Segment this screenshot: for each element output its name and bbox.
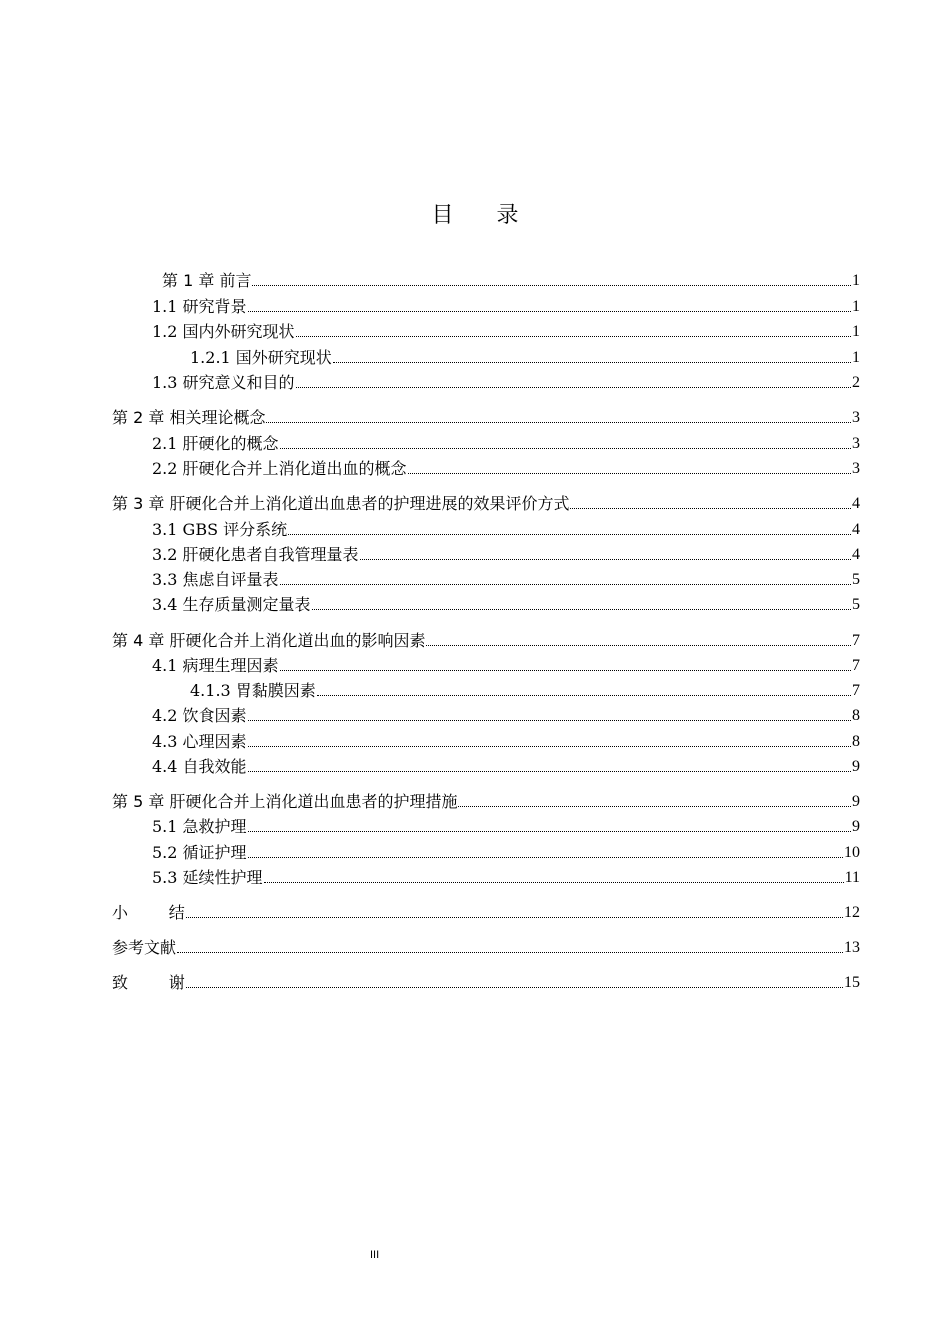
toc-page-number: 7 bbox=[852, 682, 860, 699]
toc-page-number: 5 bbox=[852, 596, 860, 613]
toc-entry-text: 参考文献 bbox=[112, 938, 177, 957]
toc-page-number: 10 bbox=[844, 844, 860, 861]
toc-entry-text: 第 5 章 肝硬化合并上消化道出血患者的护理措施 bbox=[112, 792, 458, 811]
toc-entry-acknowledgements[interactable] bbox=[112, 972, 860, 994]
toc-entry-5-1[interactable] bbox=[152, 816, 860, 838]
toc-leader-dots bbox=[426, 644, 851, 646]
toc-entry-text: 5.1 急救护理 bbox=[152, 817, 247, 836]
toc-entry-summary[interactable] bbox=[112, 902, 860, 924]
toc-entry-text: 第 3 章 肝硬化合并上消化道出血患者的护理进展的效果评价方式 bbox=[112, 494, 570, 513]
toc-entry-text: 第 2 章 相关理论概念 bbox=[112, 408, 266, 427]
toc-entry-text: 4.1.3 胃黏膜因素 bbox=[190, 681, 316, 700]
toc-leader-dots bbox=[296, 335, 851, 337]
toc-entry-text: 4.4 自我效能 bbox=[152, 757, 247, 776]
toc-leader-dots bbox=[248, 745, 851, 747]
toc-page-number: 3 bbox=[852, 409, 860, 426]
toc-entry-text: 5.3 延续性护理 bbox=[152, 868, 263, 887]
toc-page-number: 13 bbox=[844, 939, 860, 956]
toc-entry-4-2[interactable] bbox=[152, 705, 860, 727]
toc-leader-dots bbox=[280, 447, 851, 449]
toc-entry-text: 2.1 肝硬化的概念 bbox=[152, 434, 279, 453]
toc-page-number: 8 bbox=[852, 707, 860, 724]
toc-leader-dots bbox=[248, 719, 851, 721]
toc-entry-references[interactable] bbox=[112, 937, 860, 959]
toc-entry-text: 1.2.1 国外研究现状 bbox=[190, 348, 332, 367]
toc-leader-dots bbox=[264, 881, 844, 883]
toc-leader-dots bbox=[288, 533, 851, 535]
toc-leader-dots bbox=[248, 310, 851, 312]
toc-page-number: 8 bbox=[852, 733, 860, 750]
toc-leader-dots bbox=[333, 361, 851, 363]
toc-entry-4-4[interactable] bbox=[152, 756, 860, 778]
toc-entry-3-4[interactable] bbox=[152, 594, 860, 616]
toc-entry-text: 3.2 肝硬化患者自我管理量表 bbox=[152, 545, 359, 564]
toc-leader-dots bbox=[266, 421, 851, 423]
toc-leader-dots bbox=[186, 916, 843, 918]
toc-entry-text: 小 结 bbox=[112, 903, 185, 922]
toc-leader-dots bbox=[177, 951, 843, 953]
toc-entry-4-1[interactable] bbox=[152, 655, 860, 677]
toc-page-number: 9 bbox=[852, 793, 860, 810]
toc-entry-5-2[interactable] bbox=[152, 842, 860, 864]
toc-leader-dots bbox=[312, 608, 851, 610]
toc-leader-dots bbox=[360, 558, 851, 560]
toc-entry-text: 1.1 研究背景 bbox=[152, 297, 247, 316]
toc-leader-dots bbox=[408, 472, 851, 474]
toc-entry-1-1[interactable] bbox=[152, 296, 860, 318]
toc-entry-chapter-3[interactable] bbox=[112, 493, 860, 515]
toc-entry-1-3[interactable] bbox=[152, 372, 860, 394]
toc-entry-text: 1.2 国内外研究现状 bbox=[152, 322, 295, 341]
toc-page-number: 11 bbox=[844, 869, 860, 886]
toc-entry-5-3[interactable] bbox=[152, 867, 860, 889]
toc-page-number: 3 bbox=[852, 460, 860, 477]
toc-entry-1-2[interactable] bbox=[152, 321, 860, 343]
toc-page-number: 15 bbox=[844, 974, 860, 991]
toc-page-number: 9 bbox=[852, 758, 860, 775]
toc-entry-text: 4.3 心理因素 bbox=[152, 732, 247, 751]
toc-page-number: 12 bbox=[844, 904, 860, 921]
toc-leader-dots bbox=[252, 284, 851, 286]
toc-leader-dots bbox=[186, 986, 843, 988]
toc-entry-text: 3.4 生存质量测定量表 bbox=[152, 595, 311, 614]
toc-page-number: 1 bbox=[852, 323, 860, 340]
toc-entry-text: 3.3 焦虑自评量表 bbox=[152, 570, 279, 589]
toc-entry-3-1[interactable] bbox=[152, 519, 860, 541]
toc-entry-text: 第 4 章 肝硬化合并上消化道出血的影响因素 bbox=[112, 631, 426, 650]
footer-page-number: III bbox=[370, 1249, 380, 1261]
toc-leader-dots bbox=[248, 830, 851, 832]
toc-entry-3-3[interactable] bbox=[152, 569, 860, 591]
toc-entry-chapter-1[interactable] bbox=[162, 270, 860, 292]
toc-leader-dots bbox=[458, 805, 851, 807]
toc-entry-2-1[interactable] bbox=[152, 433, 860, 455]
toc-page-number: 3 bbox=[852, 435, 860, 452]
toc-page-number: 4 bbox=[852, 546, 860, 563]
toc-page-number: 7 bbox=[852, 632, 860, 649]
toc-leader-dots bbox=[280, 669, 851, 671]
toc-page-number: 4 bbox=[852, 521, 860, 538]
toc-leader-dots bbox=[280, 583, 851, 585]
toc-entry-chapter-5[interactable] bbox=[112, 791, 860, 813]
toc-entry-text: 4.2 饮食因素 bbox=[152, 706, 247, 725]
toc-entry-1-2-1[interactable] bbox=[190, 347, 860, 369]
toc-entry-text: 1.3 研究意义和目的 bbox=[152, 373, 295, 392]
toc-leader-dots bbox=[570, 507, 851, 509]
toc-entry-chapter-4[interactable] bbox=[112, 630, 860, 652]
toc-entry-2-2[interactable] bbox=[152, 458, 860, 480]
toc-page-number: 9 bbox=[852, 818, 860, 835]
toc-entry-4-3[interactable] bbox=[152, 731, 860, 753]
toc-entry-text: 第 1 章 前言 bbox=[162, 271, 252, 290]
toc-page-number: 1 bbox=[852, 298, 860, 315]
toc-entry-text: 致 谢 bbox=[112, 973, 185, 992]
toc-entry-text: 3.1 GBS 评分系统 bbox=[152, 520, 288, 539]
toc-entry-text: 4.1 病理生理因素 bbox=[152, 656, 279, 675]
toc-page-number: 2 bbox=[852, 374, 860, 391]
toc-entry-3-2[interactable] bbox=[152, 544, 860, 566]
toc-page-number: 5 bbox=[852, 571, 860, 588]
toc-leader-dots bbox=[317, 694, 851, 696]
toc-page-number: 7 bbox=[852, 657, 860, 674]
toc-title: 目 录 bbox=[431, 203, 537, 228]
toc-leader-dots bbox=[248, 770, 851, 772]
toc-entry-4-1-3[interactable] bbox=[190, 680, 860, 702]
toc-page-number: 1 bbox=[852, 272, 860, 289]
toc-entry-text: 5.2 循证护理 bbox=[152, 843, 247, 862]
toc-page-number: 4 bbox=[852, 495, 860, 512]
toc-page-number: 1 bbox=[852, 349, 860, 366]
toc-entry-text: 2.2 肝硬化合并上消化道出血的概念 bbox=[152, 459, 407, 478]
toc-leader-dots bbox=[296, 386, 851, 388]
toc-entry-chapter-2[interactable] bbox=[112, 407, 860, 429]
toc-leader-dots bbox=[248, 856, 843, 858]
